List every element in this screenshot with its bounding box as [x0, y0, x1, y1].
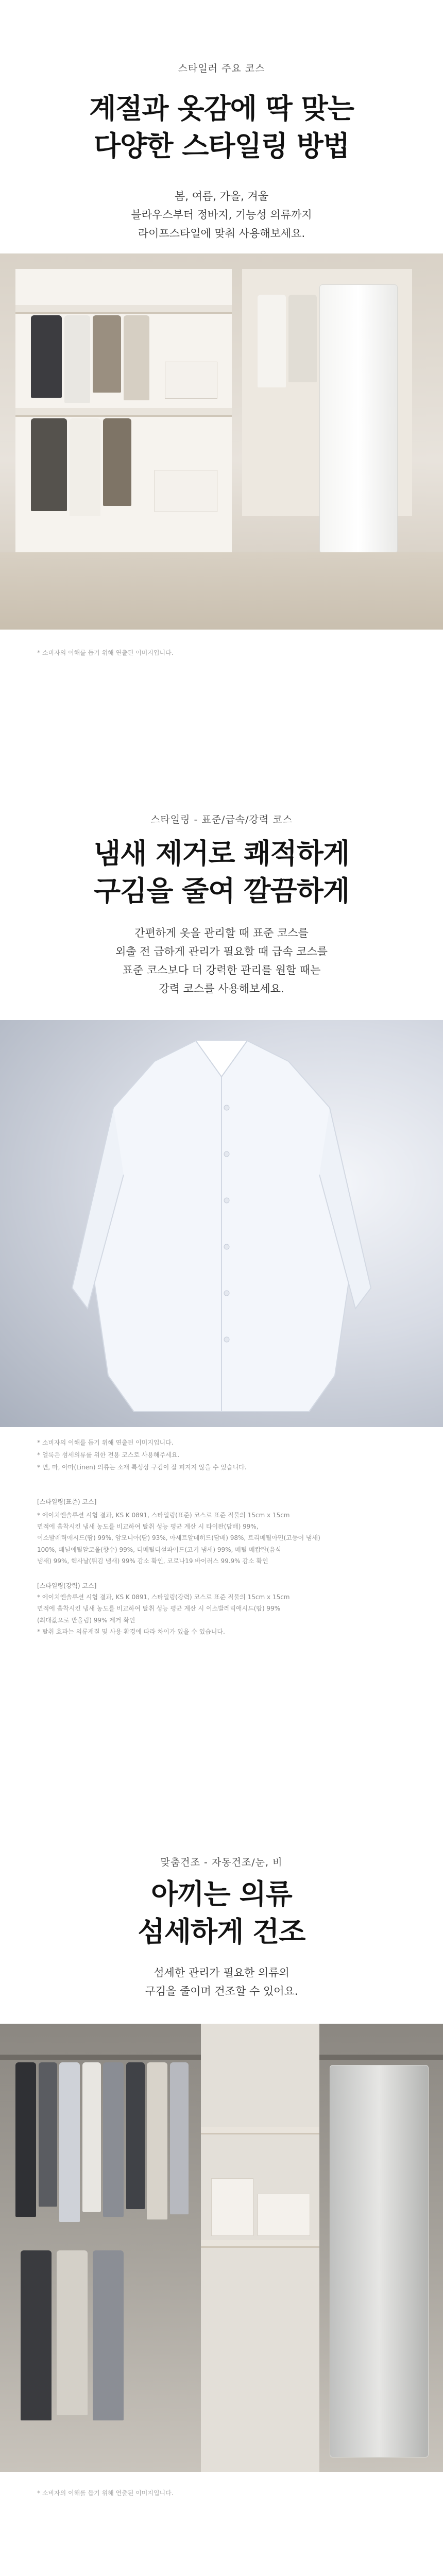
section-standard-fast-strong — [0, 804, 443, 1561]
section-test-details — [0, 1510, 443, 1705]
storage-box — [165, 362, 217, 399]
desc-line: 간편하게 옷을 관리할 때 표준 코스를 — [134, 926, 309, 939]
hanging-garment — [64, 315, 90, 403]
test-line: 면적에 흡착시킨 냄새 농도를 비교하여 탈취 성능 평균 계산 시 이소발레릭애시드(땀) 99% — [37, 1605, 281, 1613]
note-line: * 소비자의 이해를 돕기 위해 연출된 이미지입니다. — [37, 1439, 174, 1446]
desc-line: 블라우스부터 정바지, 기능성 의류까지 — [131, 208, 312, 221]
desc-line: 강력 코스를 사용해보세요. — [159, 982, 284, 995]
section-eyebrow: 스타일러 주요 코스 — [178, 63, 265, 74]
title-line: 계절과 옷감에 딱 맞는 — [89, 92, 354, 125]
hanging-garment — [59, 2062, 80, 2222]
hanging-garment — [170, 2062, 189, 2214]
section-title — [0, 1876, 443, 1951]
hanging-garment — [258, 295, 286, 387]
walk-in-closet-image — [0, 2024, 443, 2472]
hanging-garment — [93, 315, 121, 393]
desc-line: 외출 전 급하게 관리가 필요할 때 급속 코스를 — [115, 945, 328, 958]
section-header — [0, 0, 443, 243]
image-disclaimer: * 소비자의 이해를 돕기 위해 연출된 이미지입니다. — [37, 2489, 174, 2497]
hanging-garment — [288, 295, 317, 382]
section-header — [0, 1705, 443, 2001]
desc-line: 구김을 줄이며 건조할 수 있어요. — [145, 1985, 298, 1997]
test-results-standard — [0, 1489, 133, 1507]
shirt-illustration — [0, 1020, 443, 1427]
test-line: 이소발레릭애시드(땀) 99%, 암모니아(땀) 93%, 아세트알데히드(담배) 98%, 트리메틸아민(고등어 냄새) — [37, 1534, 320, 1542]
hanging-garment — [103, 2062, 124, 2217]
test-line: (최대값으로 반올림) 99% 제거 확인 — [37, 1616, 135, 1624]
floor — [0, 552, 443, 630]
title-line: 냄새 제거로 쾌적하게 — [93, 837, 350, 870]
section-custom-dry — [0, 1705, 443, 2514]
section-description — [0, 187, 443, 243]
closet-shelf — [201, 2240, 319, 2248]
storage-box — [211, 2178, 253, 2236]
test-line: 면적에 흡착시킨 냄새 농도를 비교하여 탈취 성능 평균 계산 시 타이완(담배) 99%, — [37, 1523, 259, 1531]
title-line: 아끼는 의류 — [151, 1878, 292, 1910]
hanging-garment — [124, 315, 149, 400]
title-line: 다양한 스타일링 방법 — [93, 129, 350, 162]
section-title — [0, 90, 443, 165]
section-eyebrow: 스타일링 - 표준/급속/강력 코스 — [150, 814, 293, 825]
styler-appliance — [330, 2065, 429, 2458]
section-title — [0, 835, 443, 910]
hanging-garment — [57, 2250, 88, 2415]
section-description — [0, 1963, 443, 2001]
closet-shelf — [201, 2127, 319, 2134]
hanging-garment — [39, 2062, 57, 2207]
storage-box — [155, 470, 217, 512]
note-line: * 얼룩은 섬세의류를 위한 전용 코스로 사용해주세요. — [37, 1451, 180, 1459]
desc-line: 봄, 여름, 가을, 겨울 — [174, 190, 269, 202]
section-description — [0, 924, 443, 998]
desc-line: 섬세한 관리가 필요한 의류의 — [154, 1966, 289, 1979]
section-eyebrow: 맞춤건조 - 자동건조/눈, 비 — [160, 1857, 283, 1868]
closet-shelf — [15, 305, 232, 314]
test-line: 냄새) 99%, 헥사날(튀김 냄새) 99% 감소 확인, 코로나19 바이러스 99.9% 감소 확인 — [37, 1557, 268, 1565]
hanging-garment — [31, 315, 62, 398]
hanging-garment — [70, 418, 100, 516]
section-premium-clothing — [0, 2514, 443, 2576]
styler-appliance — [319, 284, 398, 553]
hanging-garment — [21, 2250, 52, 2420]
section-header — [0, 2514, 443, 2576]
note-line: * 면, 마, 아마(Linen) 의류는 소재 특성상 구김이 잘 펴지지 않을 수 있습니다. — [37, 1464, 247, 1471]
storage-box — [258, 2194, 310, 2236]
test-line: * 탈취 효과는 의류재질 및 사용 환경에 따라 차이가 있을 수 있습니다. — [37, 1628, 225, 1635]
section-header — [0, 804, 443, 998]
hanging-garment — [15, 2062, 36, 2217]
test-line: 100%, 페닐에틸알코올(향수) 99%, 디메틸디설파이드(고기 냄새) 99%, 메틸 메캅탄(음식 — [37, 1546, 281, 1553]
section-styling-courses — [0, 0, 443, 804]
hanging-garment — [82, 2062, 101, 2212]
hanging-garment — [93, 2250, 124, 2420]
disclaimer-notes — [0, 1436, 284, 1473]
white-shirt-image — [0, 1020, 443, 1427]
hanging-garment — [126, 2062, 145, 2209]
closet-shelf — [15, 408, 232, 417]
test-heading: [스타일링(강력) 코스] — [37, 1582, 97, 1589]
title-line: 섬세하게 건조 — [138, 1915, 305, 1948]
desc-line: 라이프스타일에 맞춰 사용해보세요. — [138, 227, 305, 240]
title-line: 구김을 줄여 깔끔하게 — [93, 874, 350, 907]
test-heading: [스타일링(표준) 코스] — [37, 1498, 97, 1505]
test-results-standard-lines — [0, 1510, 443, 1637]
hanging-garment — [103, 418, 131, 506]
hanging-garment — [31, 418, 67, 511]
hanging-garment — [147, 2062, 167, 2219]
test-line: * 에이치엔솔루션 시험 결과, KS K 0891, 스타일링(표준) 코스로 표준 직물의 15cm x 15cm — [37, 1512, 290, 1519]
dressing-room-image — [0, 253, 443, 630]
test-line: * 에이치엔솔루션 시험 결과, KS K 0891, 스타일링(강력) 코스로 표준 직물의 15cm x 15cm — [37, 1594, 290, 1601]
closet-cabinet — [201, 2024, 319, 2472]
desc-line: 표준 코스보다 더 강력한 관리를 원할 때는 — [122, 964, 321, 976]
image-disclaimer: * 소비자의 이해를 돕기 위해 연출된 이미지입니다. — [37, 649, 174, 656]
